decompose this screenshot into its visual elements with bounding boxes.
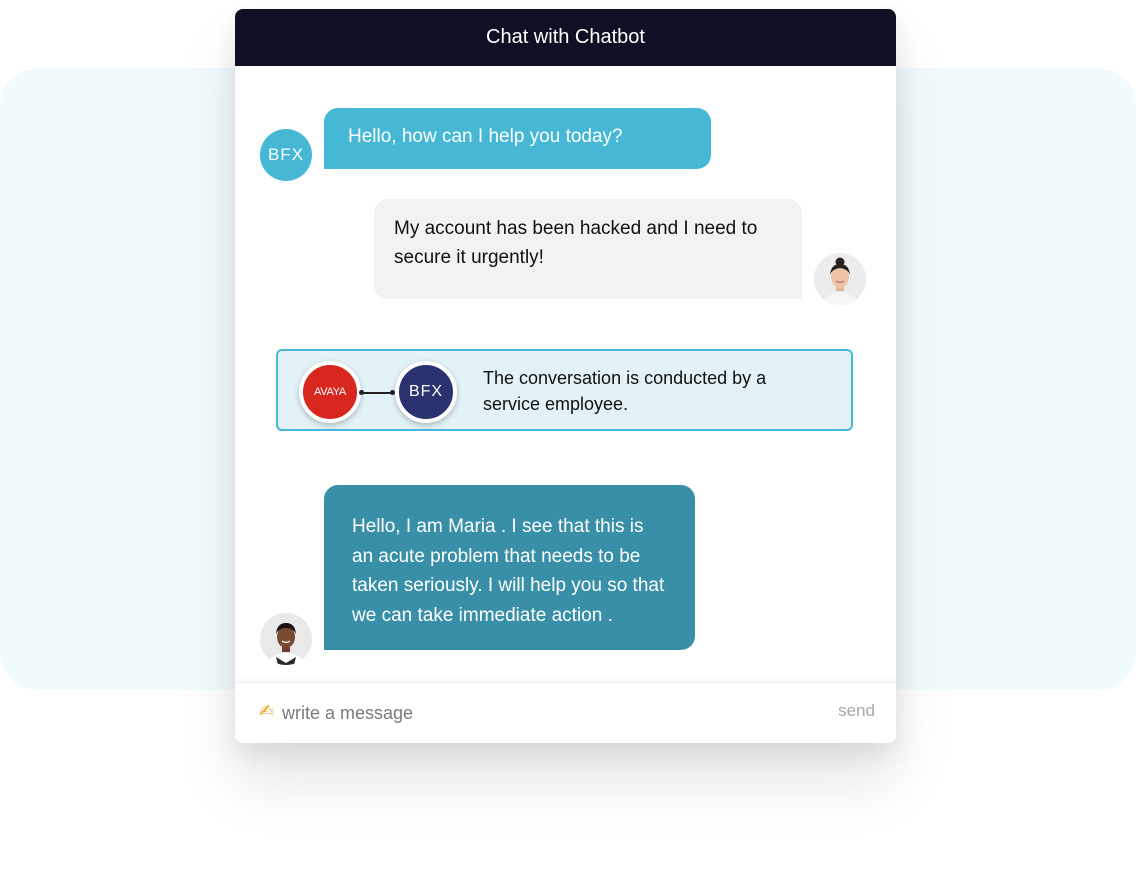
agent-photo-icon [260, 613, 312, 665]
write-icon: ✍ [259, 701, 275, 721]
chat-window [235, 9, 896, 743]
bfx-logo-icon [395, 361, 457, 423]
chat-title: Chat with Chatbot [486, 26, 645, 48]
message-composer [235, 682, 896, 743]
agent-message-text: Hello, I am Maria . I see that this is an acute problem that needs to be taken seriously. I will help you so that we can take immediate action . [352, 516, 665, 626]
message-input[interactable] [282, 699, 782, 727]
bot-message [324, 108, 711, 169]
avaya-logo-icon [299, 361, 361, 423]
agent-message [324, 485, 695, 650]
user-photo-icon [814, 253, 866, 305]
avaya-logo-label: AVAYA [314, 386, 346, 398]
user-message [374, 199, 802, 299]
bot-message-text: Hello, how can I help you today? [348, 126, 623, 147]
user-message-text: My account has been hacked and I need to secure it urgently! [394, 218, 758, 268]
bfx-logo-label: BFX [408, 383, 444, 400]
bot-avatar-label: BFX [267, 145, 305, 164]
bot-avatar [260, 129, 312, 181]
handover-text: The conversation is conducted by a service employee. [483, 368, 767, 414]
connector-icon [361, 392, 393, 394]
send-button[interactable]: send [838, 701, 875, 720]
chat-header [235, 9, 896, 66]
handover-notice [276, 349, 853, 431]
